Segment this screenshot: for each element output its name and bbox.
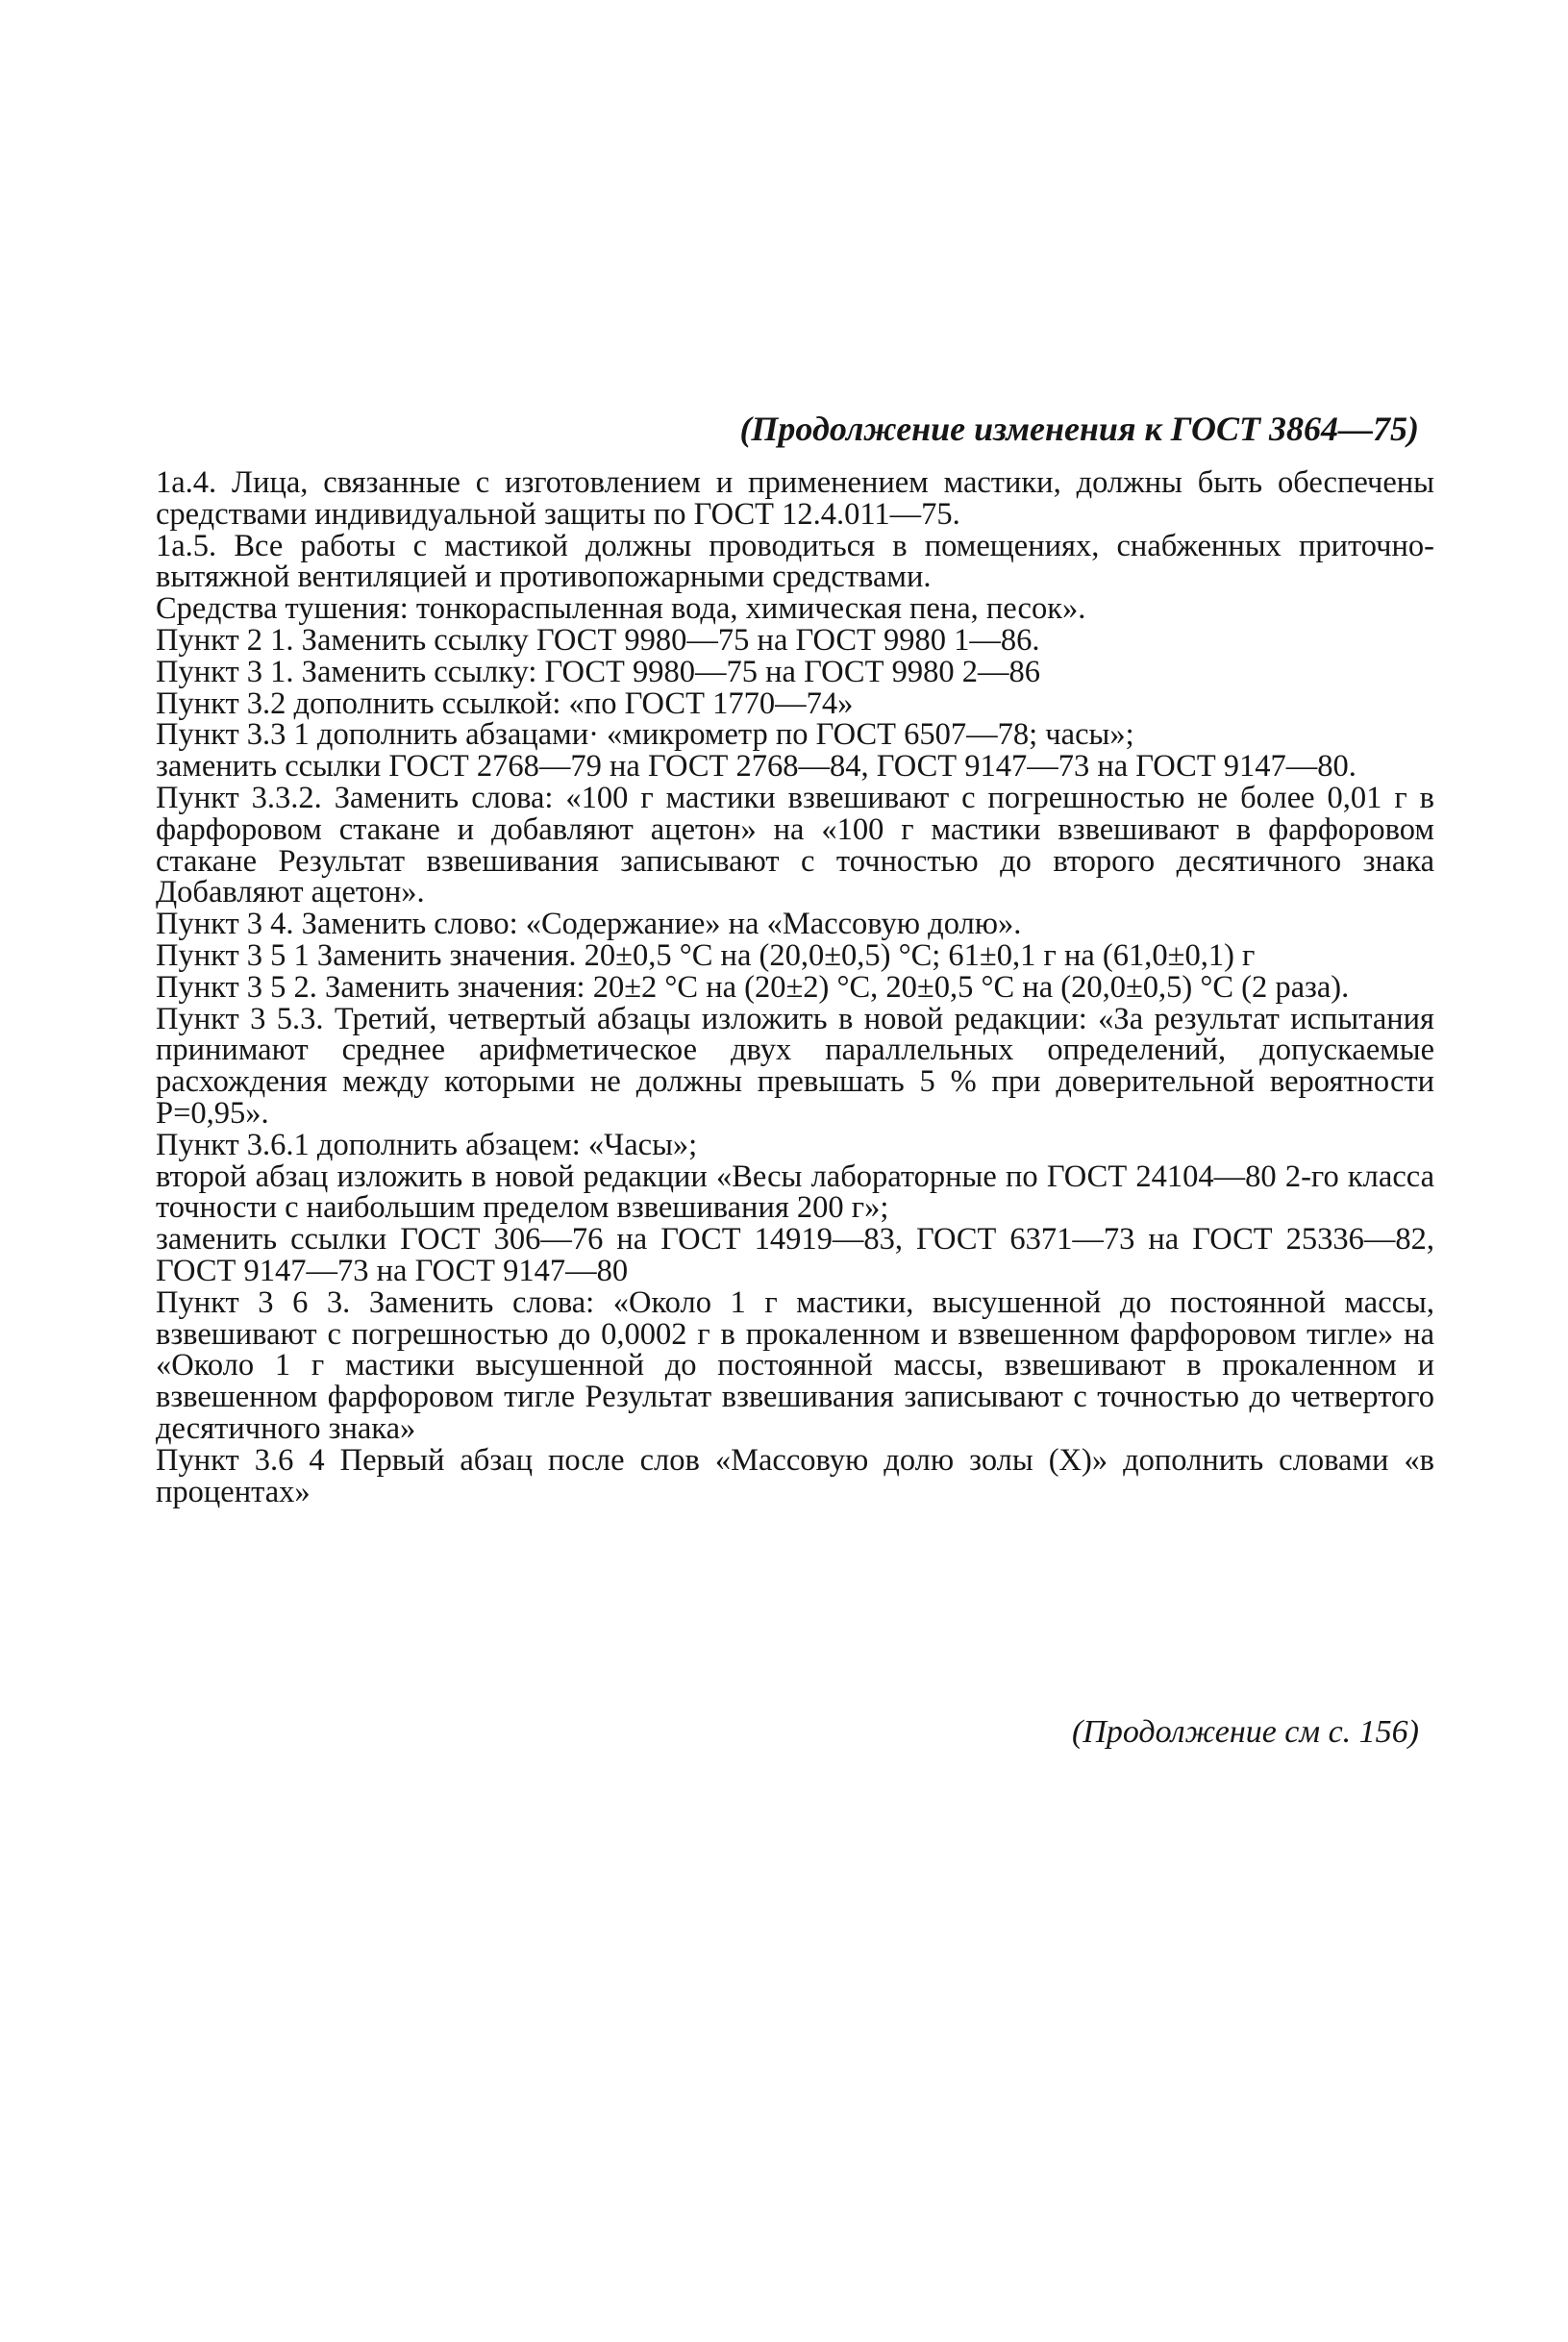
paragraph-3-3-1-refs: заменить ссылки ГОСТ 2768—79 на ГОСТ 2768—84, ГОСТ 9147—73 на ГОСТ 9147—80.: [156, 749, 1356, 785]
paragraph-1a4: 1а.4. Лица, связанные с изготовлением и применением мастики, должны быть обеспечены средствами индивидуальной защиты по ГОСТ 12.4.011—75.: [156, 465, 1434, 532]
paragraph-3-5-1: Пункт 3 5 1 Заменить значения. 20±0,5 °С на (20,0±0,5) °С; 61±0,1 г на (61,0±0,1) г: [156, 937, 1256, 973]
continuation-header: (Продолжение изменения к ГОСТ 3864—75): [739, 410, 1419, 448]
paragraph-3-5-2: Пункт 3 5 2. Заменить значения: 20±2 °С на (20±2) °С, 20±0,5 °С на (20,0±0,5) °С (2 раза).: [156, 969, 1350, 1005]
paragraph-3-6-1-second: второй абзац изложить в новой редакции «Весы лабораторные по ГОСТ 24104—80 2-го класса точности с наибольшим пределом взвешивания 200 г»;: [156, 1159, 1434, 1226]
paragraph-3-2: Пункт 3.2 дополнить ссылкой: «по ГОСТ 1770—74»: [156, 685, 854, 721]
paragraph-2-1: Пункт 2 1. Заменить ссылку ГОСТ 9980—75 на ГОСТ 9980 1—86.: [156, 622, 1040, 658]
paragraph-3-6-4: Пункт 3.6 4 Первый абзац после слов «Массовую долю золы (X)» дополнить словами «в процентах»: [156, 1442, 1434, 1509]
continuation-footer: (Продолжение см с. 156): [1071, 1714, 1419, 1750]
document-body: [156, 467, 1434, 1507]
paragraph-3-5-3: Пункт 3 5.3. Третий, четвертый абзацы изложить в новой редакции: «За результат испытания принимают среднее арифметическое двух параллельных определений, допускаемые расхождения между которыми не должны превышать 5 % при доверительной вероятности P=0,95».: [156, 1001, 1434, 1131]
paragraph-extinguishing: Средства тушения: тонкораспыленная вода, химическая пена, песок».: [156, 591, 1086, 627]
paragraph-3-6-3: Пункт 3 6 3. Заменить слова: «Около 1 г мастики, высушенной до постоянной массы, взвешивают с погрешностью до 0,0002 г в прокаленном и взвешенном фарфоровом тигле» на «Около 1 г мастики высушенной до постоянной массы, взвешивают в прокаленном и взвешенном фарфоровом тигле Результат взвешивания записывают с точностью до четвертого десятичного знака»: [156, 1284, 1434, 1446]
paragraph-3-6-1-refs: заменить ссылки ГОСТ 306—76 на ГОСТ 14919—83, ГОСТ 6371—73 на ГОСТ 25336—82, ГОСТ 9147—73 на ГОСТ 9147—80: [156, 1222, 1434, 1288]
paragraph-3-4: Пункт 3 4. Заменить слово: «Содержание» на «Массовую долю».: [156, 907, 1022, 942]
paragraph-3-3-1: Пункт 3.3 1 дополнить абзацами· «микрометр по ГОСТ 6507—78; часы»;: [156, 717, 1134, 753]
paragraph-3-6-1: Пункт 3.6.1 дополнить абзацем: «Часы»;: [156, 1127, 698, 1162]
paragraph-1a5: 1а.5. Все работы с мастикой должны проводиться в помещениях, снабженных приточно-вытяжной вентиляцией и противопожарными средствами.: [156, 528, 1434, 595]
paragraph-3-3-2: Пункт 3.3.2. Заменить слова: «100 г мастики взвешивают с погрешностью не более 0,01 г в фарфоровом стакане и добавляют ацетон» на «100 г мастики взвешивают в фарфоровом стакане Результат взвешивания записывают с точностью до второго десятичного знака Добавляют ацетон».: [156, 780, 1434, 910]
paragraph-3-1: Пункт 3 1. Заменить ссылку: ГОСТ 9980—75 на ГОСТ 9980 2—86: [156, 654, 1040, 689]
